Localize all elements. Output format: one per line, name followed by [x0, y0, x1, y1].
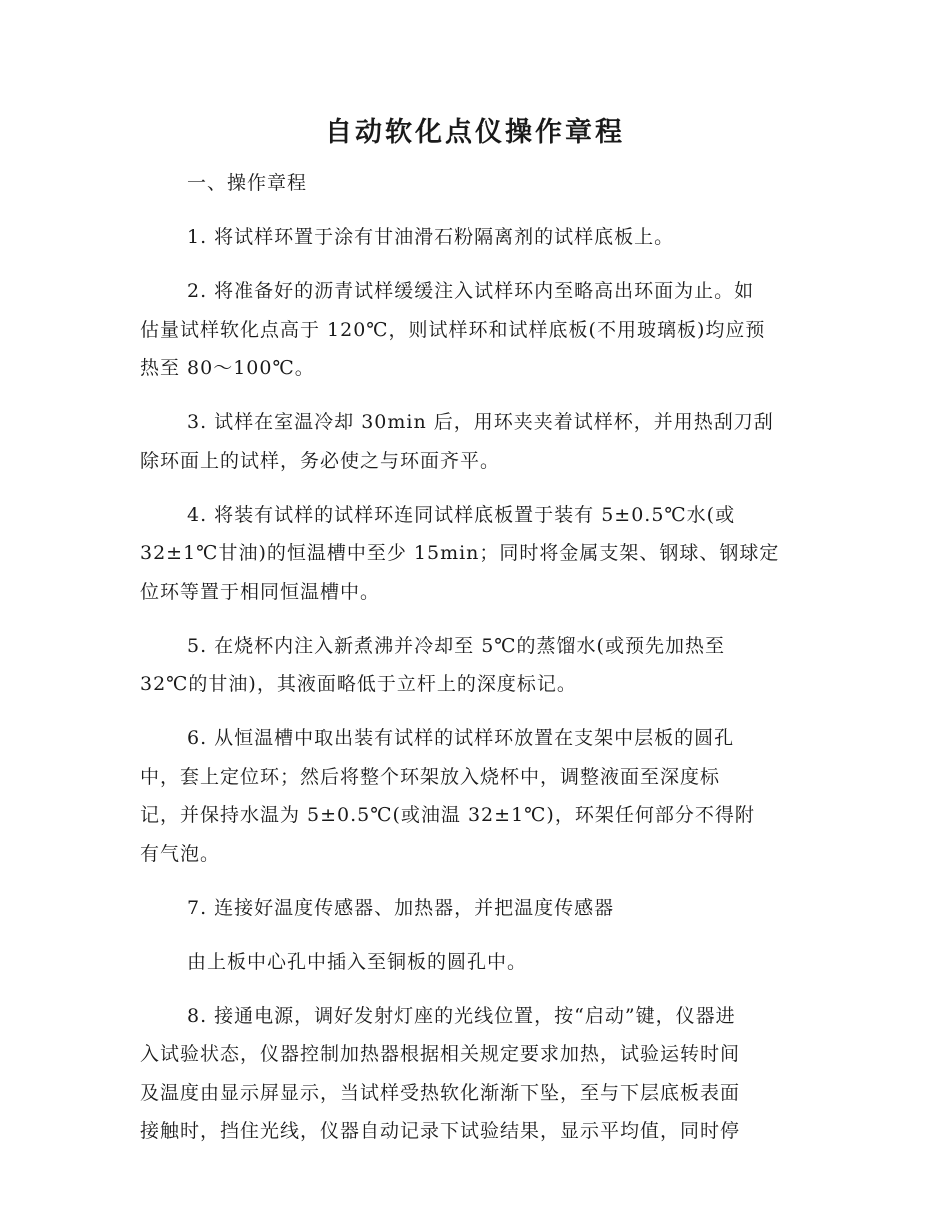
step-4-line-1: 4. 将装有试样的试样环连同试样底板置于装有 5±0.5℃水(或: [187, 503, 736, 526]
step-4-line-3: 位环等置于相同恒温槽中。: [140, 580, 381, 603]
step-7-paragraph: [140, 889, 812, 928]
step-3-line-1: 3. 试样在室温冷却 30min 后，用环夹夹着试样杯，并用热刮刀刮: [187, 411, 774, 433]
step-7-continuation-paragraph: [140, 943, 812, 982]
step-6-line-4: 有气泡。: [140, 842, 221, 865]
step-6-line-2: 中，套上定位环；然后将整个环架放入烧杯中，调整液面至深度标: [140, 765, 721, 788]
section-heading: [140, 164, 812, 203]
step-5-paragraph: [140, 627, 812, 704]
step-5-line-2: 32℃的甘油)，其液面略低于立杆上的深度标记。: [140, 673, 577, 695]
step-2-line-3: 热至 80～100℃。: [140, 357, 315, 379]
step-1-paragraph: [140, 218, 812, 257]
step-4-paragraph: [140, 496, 812, 612]
step-2-line-1: 2. 将准备好的沥青试样缓缓注入试样环内至略高出环面为止。如: [187, 280, 755, 302]
step-8-paragraph: [140, 997, 812, 1151]
step-8-line-4: 接触时，挡住光线，仪器自动记录下试验结果，显示平均值，同时停: [140, 1120, 741, 1142]
document-title: 自动软化点仪操作章程: [325, 117, 625, 148]
document-body: [140, 164, 812, 1166]
step-6-paragraph: [140, 719, 812, 873]
section-heading-text: 一、操作章程: [187, 172, 308, 194]
step-5-line-1: 5. 在烧杯内注入新煮沸并冷却至 5℃的蒸馏水(或预先加热至: [187, 634, 725, 657]
step-7-continuation-line-1: 由上板中心孔中插入至铜板的圆孔中。: [187, 950, 528, 973]
step-2-line-2: 估量试样软化点高于 120℃，则试样环和试样底板(不用玻璃板)均应预: [140, 318, 766, 341]
step-8-line-2: 入试验状态，仪器控制加热器根据相关规定要求加热，试验运转时间: [140, 1043, 741, 1065]
step-3-line-2: 除环面上的试样，务必使之与环面齐平。: [140, 449, 501, 472]
step-3-paragraph: [140, 403, 812, 480]
step-4-line-2: 32±1℃甘油)的恒温槽中至少 15min；同时将金属支架、钢球、钢球定: [140, 542, 780, 564]
step-6-line-3: 记，并保持水温为 5±0.5℃(或油温 32±1℃)，环架任何部分不得附: [140, 804, 755, 826]
step-8-line-3: 及温度由显示屏显示，当试样受热软化渐渐下坠，至与下层底板表面: [140, 1081, 741, 1104]
step-6-line-1: 6. 从恒温槽中取出装有试样的试样环放置在支架中层板的圆孔: [187, 727, 735, 749]
step-8-line-1: 8. 接通电源，调好发射灯座的光线位置，按“启动”键，仪器进: [187, 1004, 736, 1027]
step-7-line-1: 7. 连接好温度传感器、加热器，并把温度传感器: [187, 896, 615, 919]
step-1-line-1: 1. 将试样环置于涂有甘油滑石粉隔离剂的试样底板上。: [187, 226, 675, 248]
step-2-paragraph: [140, 272, 812, 388]
